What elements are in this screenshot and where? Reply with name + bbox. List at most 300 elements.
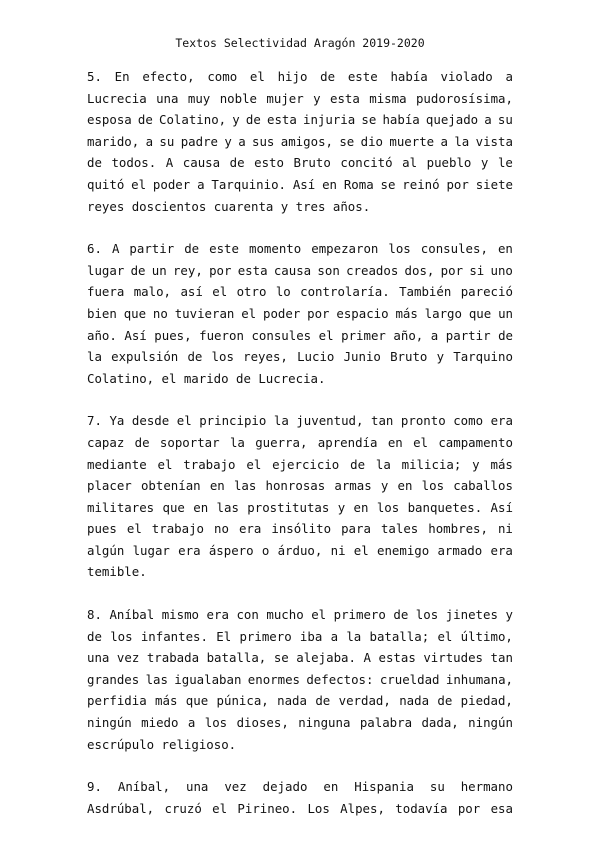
word: enemigo (376, 542, 430, 558)
word: el (353, 542, 369, 558)
word: y (280, 198, 289, 214)
word: dio (360, 133, 384, 149)
text-line (87, 174, 513, 196)
word: infantes. (140, 628, 208, 644)
word: empezaron (311, 241, 379, 257)
word: si (469, 262, 485, 278)
word: el (212, 800, 228, 816)
word: una (186, 779, 209, 795)
word: alejaba. (296, 650, 356, 666)
word: Roma (343, 176, 374, 192)
word: jinetes (445, 607, 498, 623)
word: Pirineo. (237, 800, 298, 816)
word: A (363, 650, 371, 666)
word: una (87, 650, 110, 666)
word: esa (490, 800, 513, 816)
word: de (245, 112, 261, 128)
word: y (232, 112, 240, 128)
word: en (193, 499, 209, 515)
word: defectos: (306, 671, 374, 687)
word: el (318, 327, 334, 343)
word: o (261, 542, 270, 558)
word: Hispania (354, 779, 414, 795)
word: los (388, 241, 411, 257)
word: el (212, 284, 228, 300)
word: poder (262, 305, 301, 321)
word: milicia; (401, 456, 462, 472)
word: a (238, 133, 246, 149)
word: Los (307, 800, 330, 816)
word: Colatino, (87, 370, 155, 386)
text-line (87, 109, 513, 131)
word: se (273, 650, 289, 666)
word: Tarquino (453, 349, 513, 365)
word: controlaría. (300, 284, 390, 300)
word: trabada (146, 650, 200, 666)
word: a (440, 133, 448, 149)
paragraph-8 (87, 604, 513, 755)
word: Colatino, (159, 112, 227, 128)
page-header: Textos Selectividad Aragón 2019-2020 (175, 36, 425, 50)
word: grandes (87, 671, 140, 687)
word: primero (333, 607, 386, 623)
word: y (380, 478, 389, 494)
word: fueron (199, 327, 244, 343)
text-line (87, 734, 513, 756)
word: era (490, 542, 513, 558)
word: igualaban (174, 671, 242, 687)
word: tan (490, 650, 513, 666)
word: 5. (87, 69, 102, 84)
word: como (207, 69, 238, 84)
word: un (498, 305, 513, 321)
word: Así (292, 176, 316, 192)
word: cuarenta (213, 198, 274, 214)
word: no (214, 521, 229, 537)
document-body (87, 66, 513, 840)
word: sus (252, 133, 275, 149)
word: la (229, 434, 245, 450)
word: a (430, 327, 439, 343)
word: ejercicio (272, 456, 340, 472)
word: en (353, 499, 369, 515)
word: ningún (468, 715, 513, 731)
word: aprendía (317, 434, 378, 450)
word: violado (440, 69, 493, 84)
word: militares (87, 499, 155, 515)
word: y (337, 499, 346, 515)
word: hijo (277, 69, 308, 84)
paragraph-9 (87, 776, 513, 819)
word: cruzó (164, 800, 202, 816)
word: pues, (154, 327, 192, 343)
word: más (395, 305, 418, 321)
word: vista (475, 133, 513, 149)
word: un (151, 262, 167, 278)
word: se (361, 112, 377, 128)
text-line (87, 776, 513, 798)
text-line (87, 238, 513, 260)
word: no (152, 305, 168, 321)
word: trabajo (151, 521, 205, 537)
word: este (347, 69, 378, 84)
text-line (87, 540, 513, 562)
word: 9. (87, 779, 102, 795)
word: su (429, 779, 445, 795)
word: expulsión (111, 349, 179, 365)
word: su (497, 112, 513, 128)
word: lugar (87, 262, 125, 278)
word: malo, (133, 284, 172, 300)
word: mediante (87, 456, 147, 472)
word: los (204, 715, 228, 731)
word: rey, (172, 262, 203, 278)
word: Alpes, (340, 800, 385, 816)
word: tuvieran (174, 305, 235, 321)
word: iba (299, 628, 323, 644)
word: por (457, 800, 481, 816)
text-line (87, 66, 513, 88)
word: el (241, 305, 257, 321)
word: había (382, 112, 420, 128)
text-line (87, 325, 513, 347)
text-line (87, 346, 513, 368)
word: espacio (336, 305, 389, 321)
word: marido, (87, 133, 140, 149)
word: A (111, 241, 120, 257)
word: quejado (425, 112, 479, 128)
word: los (421, 478, 445, 494)
word: efecto, (142, 69, 195, 84)
word: más (155, 693, 178, 709)
word: era (206, 607, 229, 623)
word: armas (334, 478, 372, 494)
word: a (187, 715, 196, 731)
word: a (505, 69, 513, 84)
word: largo (424, 305, 462, 321)
word: En (114, 69, 130, 84)
word: 7. (87, 413, 102, 429)
text-line (87, 669, 513, 691)
word: insólito (271, 521, 332, 537)
word: momento (249, 241, 302, 257)
word: trabajo (183, 456, 236, 472)
word: por (440, 262, 464, 278)
word: Aníbal, (117, 779, 171, 795)
word: esto (254, 155, 284, 171)
word: hombres, (428, 521, 488, 537)
text-line (87, 432, 513, 454)
word: campamento (438, 434, 513, 450)
text-line (87, 152, 513, 174)
word: que (162, 499, 185, 515)
word: partir (445, 327, 491, 343)
word: juventud, (296, 413, 364, 429)
word: y (505, 607, 513, 623)
word: Junio (343, 349, 381, 365)
word: se (380, 176, 396, 192)
word: los (110, 628, 133, 644)
word: Bruto (390, 349, 428, 365)
word: esta (330, 90, 360, 106)
word: tan (371, 413, 394, 429)
paragraph-6 (87, 238, 513, 389)
word: era (238, 521, 262, 537)
word: y (436, 349, 445, 365)
word: nada (399, 693, 430, 709)
text-line (87, 410, 513, 432)
word: su (159, 133, 175, 149)
word: de (315, 693, 331, 709)
word: banquetes. (407, 499, 483, 515)
word: el (176, 413, 192, 429)
word: se (339, 133, 355, 149)
word: de (184, 241, 200, 257)
word: pronto (400, 413, 446, 429)
word: por (209, 262, 232, 278)
word: en (209, 478, 225, 494)
word: concitó (340, 155, 393, 171)
word: partir (129, 241, 175, 257)
word: estas (378, 650, 416, 666)
word: tres (295, 198, 326, 214)
word: escrúpulo (87, 736, 155, 752)
word: había (390, 69, 428, 84)
word: pudorosísima, (415, 90, 513, 106)
word: Asdrúbal, (87, 800, 155, 816)
word: reinó (402, 176, 440, 192)
word: en (322, 176, 337, 192)
word: También (399, 284, 452, 300)
paragraph-7 (87, 410, 513, 583)
word: obtenían (140, 478, 201, 494)
word: noble (219, 90, 257, 106)
word: las (233, 478, 257, 494)
word: que (468, 305, 492, 321)
word: algún (87, 542, 125, 558)
text-line (87, 131, 513, 153)
word: a (145, 133, 154, 149)
text-line (87, 88, 513, 110)
word: dada, (421, 715, 459, 731)
word: Tarquinio. (211, 176, 286, 192)
text-line (87, 497, 513, 519)
word: el (131, 176, 147, 192)
word: para (341, 521, 371, 537)
word: tales (380, 521, 419, 537)
word: lo (275, 284, 291, 300)
word: lugar (132, 542, 170, 558)
word: a (330, 628, 339, 644)
word: muerte (389, 133, 435, 149)
word: prostitutas (247, 499, 330, 515)
word: que (123, 305, 147, 321)
word: por (446, 176, 469, 192)
word: era (178, 542, 201, 558)
word: de (350, 456, 366, 472)
word: 6. (87, 241, 102, 257)
word: de (320, 69, 336, 84)
word: esta (237, 262, 268, 278)
text-line (87, 647, 513, 669)
word: el (311, 607, 327, 623)
word: hermano (460, 779, 513, 795)
word: quitó (87, 176, 125, 192)
word: los (211, 349, 234, 365)
word: marido (183, 370, 229, 386)
word: Ya (109, 413, 125, 429)
word: virtudes (423, 650, 484, 666)
text-line (87, 454, 513, 476)
word: fuera (87, 284, 125, 300)
word: el (157, 456, 173, 472)
word: de (137, 112, 153, 128)
word: honrosas (265, 478, 326, 494)
text-line (87, 712, 513, 734)
word: de (134, 434, 150, 450)
word: la (273, 413, 289, 429)
word: desde (131, 413, 170, 429)
word: otro (236, 284, 267, 300)
word: soportar (159, 434, 220, 450)
word: que (185, 693, 209, 709)
word: por (307, 305, 330, 321)
word: consules (251, 327, 312, 343)
word: injuria (303, 112, 356, 128)
word: ni (330, 542, 346, 558)
word: de (437, 693, 453, 709)
word: esposa (87, 112, 132, 128)
word: nada (277, 693, 307, 709)
word: dos, (404, 262, 435, 278)
word: el (413, 434, 428, 450)
word: religioso. (161, 736, 237, 752)
word: consules, (420, 241, 488, 257)
word: dioses, (236, 715, 289, 731)
word: primer (341, 327, 386, 343)
word: El (216, 628, 232, 644)
word: la (454, 133, 470, 149)
word: mujer (266, 90, 304, 106)
word: las (216, 499, 239, 515)
word: uno (490, 262, 513, 278)
word: vez (224, 779, 247, 795)
word: así (180, 284, 203, 300)
word: le (497, 155, 513, 171)
text-line (87, 281, 513, 303)
word: enormes (247, 671, 300, 687)
word: el (161, 370, 177, 386)
word: y (224, 133, 232, 149)
text-line (87, 475, 513, 497)
word: placer (87, 478, 132, 494)
word: inhumana, (445, 671, 513, 687)
word: y (480, 155, 489, 171)
word: en (387, 434, 403, 450)
word: de (393, 607, 409, 623)
word: ninguna (298, 715, 351, 731)
word: era (490, 413, 513, 429)
word: de (87, 155, 102, 171)
word: el (246, 456, 262, 472)
word: muy (187, 90, 211, 106)
word: batalla; (369, 628, 430, 644)
word: primero (239, 628, 292, 644)
word: ningún (87, 715, 132, 731)
word: padre (180, 133, 218, 149)
word: árduo, (277, 542, 323, 558)
word: pareció (460, 284, 513, 300)
word: pues (87, 521, 117, 537)
text-line (87, 561, 513, 583)
word: son (317, 262, 340, 278)
word: siete (475, 176, 513, 192)
paragraph-5 (87, 66, 513, 217)
word: a (197, 176, 205, 192)
word: de (229, 155, 245, 171)
word: reyes, (243, 349, 288, 365)
text-line (87, 690, 513, 712)
word: principio (199, 413, 267, 429)
word: doscientos (131, 198, 207, 214)
word: todavía (395, 800, 448, 816)
word: la (87, 349, 102, 365)
word: a (484, 112, 492, 128)
word: de (187, 349, 203, 365)
word: guerra, (255, 434, 308, 450)
word: misma (369, 90, 407, 106)
word: reyes (87, 198, 125, 214)
word: mucho (266, 607, 304, 623)
word: y (472, 456, 480, 472)
word: más (490, 456, 513, 472)
text-line (87, 518, 513, 540)
word: bien (87, 305, 117, 321)
word: mismo (161, 607, 200, 623)
word: los (415, 607, 439, 623)
word: en (323, 779, 339, 795)
word: este (209, 241, 239, 257)
word: todos. (111, 155, 157, 171)
text-line (87, 196, 513, 218)
word: la (375, 456, 391, 472)
word: causa (182, 155, 221, 171)
word: áspero (208, 542, 254, 558)
word: miedo (141, 715, 179, 731)
text-line (87, 260, 513, 282)
word: crueldad (379, 671, 440, 687)
word: creados (346, 262, 399, 278)
word: perfidia (87, 693, 147, 709)
word: año, (393, 327, 424, 343)
word: capaz (87, 434, 125, 450)
word: vez (116, 650, 140, 666)
word: en (497, 241, 513, 257)
word: dejado (262, 779, 308, 795)
text-line (87, 303, 513, 325)
word: verdad, (338, 693, 391, 709)
word: amigos, (280, 133, 333, 149)
word: los (376, 499, 400, 515)
word: Así (490, 499, 513, 515)
word: en (397, 478, 413, 494)
word: A (165, 155, 174, 171)
word: esta (267, 112, 297, 128)
word: 8. (87, 607, 102, 623)
word: años. (332, 198, 371, 214)
word: de (87, 628, 102, 644)
text-line (87, 798, 513, 820)
